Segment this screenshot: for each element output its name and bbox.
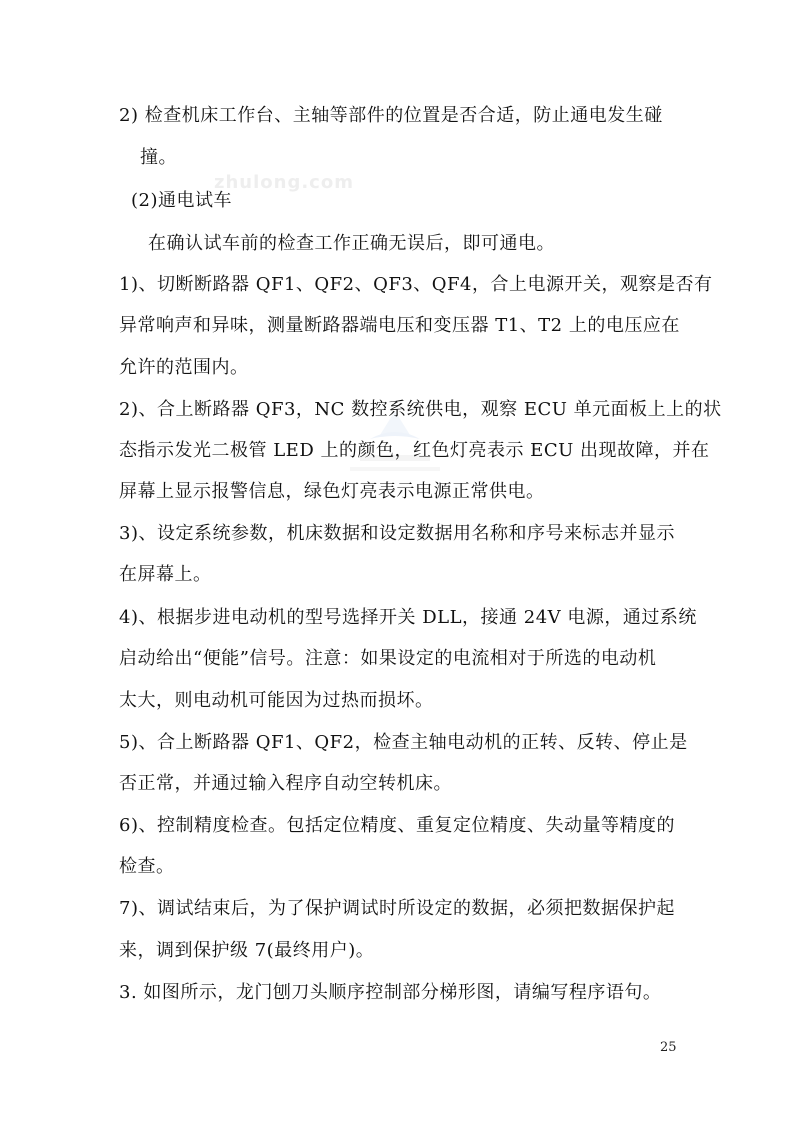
text-line-15: 太大，则电动机可能因为过热而损坏。 <box>119 690 434 711</box>
page-number: 25 <box>660 1040 677 1055</box>
text-line-13: 4)、根据步进电动机的型号选择开关 DLL，接通 24V 电源，通过系统 <box>119 607 697 628</box>
text-line-19: 检查。 <box>119 856 175 877</box>
text-line-8: 2)、合上断路器 QF3，NC 数控系统供电，观察 ECU 单元面板上上的状 <box>119 399 722 420</box>
text-line-21: 来，调到保护级 7(最终用户)。 <box>119 940 375 961</box>
text-line-2: 撞。 <box>140 147 177 168</box>
text-line-16: 5)、合上断路器 QF1、QF2，检查主轴电动机的正转、反转、停止是 <box>119 732 688 753</box>
text-line-5: 1)、切断断路器 QF1、QF2、QF3、QF4，合上电源开关，观察是否有 <box>119 274 713 295</box>
text-line-6: 异常响声和异味，测量断路器端电压和变压器 T1、T2 上的电压应在 <box>119 315 680 336</box>
text-line-11: 3)、设定系统参数，机床数据和设定数据用名称和序号来标志并显示 <box>119 523 675 544</box>
watermark-text: zhulong.com <box>214 172 354 193</box>
text-line-17: 否正常，并通过输入程序自动空转机床。 <box>119 773 452 794</box>
text-line-10: 屏幕上显示报警信息，绿色灯亮表示电源正常供电。 <box>119 481 545 502</box>
text-line-18: 6)、控制精度检查。包括定位精度、重复定位精度、失动量等精度的 <box>119 815 675 836</box>
text-line-14: 启动给出“便能”信号。注意：如果设定的电流相对于所选的电动机 <box>119 648 657 669</box>
text-line-3: (2)通电试车 <box>131 190 232 211</box>
text-line-1: 2) 检查机床工作台、主轴等部件的位置是否合适，防止通电发生碰 <box>119 105 663 126</box>
text-line-20: 7)、调试结束后，为了保护调试时所设定的数据，必须把数据保护起 <box>119 898 675 919</box>
text-line-22: 3. 如图所示，龙门刨刀头顺序控制部分梯形图，请编写程序语句。 <box>119 982 662 1003</box>
text-line-9: 态指示发光二极管 LED 上的颜色，红色灯亮表示 ECU 出现故障，并在 <box>119 440 710 461</box>
text-line-4: 在确认试车前的检查工作正确无误后，即可通电。 <box>148 233 555 254</box>
text-line-7: 允许的范围内。 <box>119 357 249 378</box>
text-line-12: 在屏幕上。 <box>119 564 212 585</box>
